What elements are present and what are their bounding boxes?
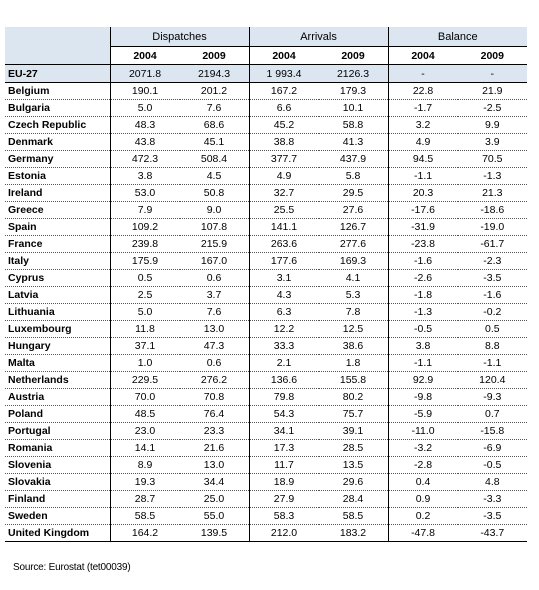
table-row: [5, 100, 527, 117]
table-cell: 8.8: [458, 338, 528, 355]
table-cell: 27.6: [319, 202, 389, 219]
row-label: Italy: [5, 253, 110, 270]
table-row: [5, 525, 527, 542]
table-cell: -6.9: [458, 440, 528, 457]
table-cell: 5.3: [319, 287, 389, 304]
table-cell: 0.6: [180, 270, 250, 287]
table-cell: 75.7: [319, 406, 389, 423]
row-label: Belgium: [5, 83, 110, 100]
table-cell: -1.1: [458, 355, 528, 372]
year-header: 2004: [388, 47, 458, 65]
group-header-dispatches: Dispatches: [110, 27, 249, 47]
source-note: Source: Eurostat (tet00039): [13, 562, 131, 573]
table-cell: 1.8: [319, 355, 389, 372]
year-header: 2009: [458, 47, 528, 65]
row-label: Greece: [5, 202, 110, 219]
table-cell: 14.1: [110, 440, 180, 457]
table-cell: 107.8: [180, 219, 250, 236]
table-cell: 8.9: [110, 457, 180, 474]
table-cell: 38.6: [319, 338, 389, 355]
table-cell: 4.5: [180, 168, 250, 185]
table-cell: 58.5: [110, 508, 180, 525]
table-cell: 55.0: [180, 508, 250, 525]
table-cell: 0.5: [110, 270, 180, 287]
table-cell: -3.5: [458, 270, 528, 287]
row-label: Romania: [5, 440, 110, 457]
table-cell: 28.5: [319, 440, 389, 457]
table-cell: 94.5: [388, 151, 458, 168]
row-label: Latvia: [5, 287, 110, 304]
table-body: [5, 65, 527, 542]
table-cell: -: [388, 65, 458, 83]
year-header-row: [5, 47, 527, 65]
table-cell: 45.1: [180, 134, 250, 151]
table-row: [5, 440, 527, 457]
table-cell: 3.8: [110, 168, 180, 185]
row-label: EU-27: [5, 65, 110, 83]
year-header: 2009: [319, 47, 389, 65]
row-label: Portugal: [5, 423, 110, 440]
table-cell: 5.0: [110, 100, 180, 117]
table-cell: 4.9: [388, 134, 458, 151]
table-cell: 141.1: [249, 219, 319, 236]
table-cell: 139.5: [180, 525, 250, 542]
table-cell: 38.8: [249, 134, 319, 151]
table-cell: -1.8: [388, 287, 458, 304]
row-label: Ireland: [5, 185, 110, 202]
row-label: United Kingdom: [5, 525, 110, 542]
table-row: [5, 151, 527, 168]
table-cell: 175.9: [110, 253, 180, 270]
table-cell: -1.1: [388, 168, 458, 185]
table-cell: 508.4: [180, 151, 250, 168]
row-label: Austria: [5, 389, 110, 406]
table-cell: -2.6: [388, 270, 458, 287]
table-cell: 0.7: [458, 406, 528, 423]
table-cell: -0.5: [458, 457, 528, 474]
table-cell: 13.0: [180, 321, 250, 338]
table-cell: 76.4: [180, 406, 250, 423]
table-cell: 80.2: [319, 389, 389, 406]
table-cell: -1.6: [458, 287, 528, 304]
table-cell: -9.8: [388, 389, 458, 406]
group-header-row: [5, 27, 527, 47]
table-cell: 20.3: [388, 185, 458, 202]
table-cell: -0.2: [458, 304, 528, 321]
table-cell: 1 993.4: [249, 65, 319, 83]
table-cell: 79.8: [249, 389, 319, 406]
table-cell: -47.8: [388, 525, 458, 542]
row-label: Germany: [5, 151, 110, 168]
table-cell: 0.5: [458, 321, 528, 338]
row-label: Bulgaria: [5, 100, 110, 117]
group-header-balance: Balance: [388, 27, 527, 47]
table-cell: 179.3: [319, 83, 389, 100]
table-cell: -18.6: [458, 202, 528, 219]
table-row: [5, 253, 527, 270]
table-cell: 0.2: [388, 508, 458, 525]
table-cell: 229.5: [110, 372, 180, 389]
table-cell: 53.0: [110, 185, 180, 202]
table-cell: 25.5: [249, 202, 319, 219]
table-cell: 9.0: [180, 202, 250, 219]
table-cell: 17.3: [249, 440, 319, 457]
table-cell: -15.8: [458, 423, 528, 440]
corner-cell: [5, 47, 110, 65]
table-cell: 2.5: [110, 287, 180, 304]
table-row: [5, 202, 527, 219]
table-row: [5, 321, 527, 338]
table-cell: 21.9: [458, 83, 528, 100]
table-cell: 2126.3: [319, 65, 389, 83]
row-label: Finland: [5, 491, 110, 508]
trade-table: [5, 27, 527, 542]
table-cell: 3.7: [180, 287, 250, 304]
table-cell: 7.6: [180, 100, 250, 117]
table-cell: -1.3: [458, 168, 528, 185]
row-label: Luxembourg: [5, 321, 110, 338]
table-cell: 4.9: [249, 168, 319, 185]
table-cell: 25.0: [180, 491, 250, 508]
row-label: Slovenia: [5, 457, 110, 474]
table-row: [5, 219, 527, 236]
table-cell: -1.1: [388, 355, 458, 372]
table-cell: 29.5: [319, 185, 389, 202]
table-cell: 377.7: [249, 151, 319, 168]
table-row: [5, 117, 527, 134]
table-cell: 239.8: [110, 236, 180, 253]
row-label: Netherlands: [5, 372, 110, 389]
table-cell: 0.9: [388, 491, 458, 508]
table-cell: 37.1: [110, 338, 180, 355]
table-row: [5, 457, 527, 474]
row-label: Slovakia: [5, 474, 110, 491]
table-cell: -3.2: [388, 440, 458, 457]
table-cell: 48.3: [110, 117, 180, 134]
table-cell: 28.4: [319, 491, 389, 508]
table-cell: 201.2: [180, 83, 250, 100]
table-cell: 19.3: [110, 474, 180, 491]
table-row: [5, 474, 527, 491]
table-cell: 50.8: [180, 185, 250, 202]
table-row: [5, 491, 527, 508]
table-cell: 3.9: [458, 134, 528, 151]
table-cell: 155.8: [319, 372, 389, 389]
table-cell: -2.8: [388, 457, 458, 474]
row-label: France: [5, 236, 110, 253]
table-cell: 190.1: [110, 83, 180, 100]
table-cell: 276.2: [180, 372, 250, 389]
table-cell: -2.3: [458, 253, 528, 270]
table-cell: -0.5: [388, 321, 458, 338]
table-cell: -1.3: [388, 304, 458, 321]
table-cell: 4.1: [319, 270, 389, 287]
table-cell: 43.8: [110, 134, 180, 151]
table-cell: 215.9: [180, 236, 250, 253]
table-row: [5, 372, 527, 389]
table-row: [5, 185, 527, 202]
table-cell: 6.3: [249, 304, 319, 321]
row-label: Denmark: [5, 134, 110, 151]
row-label: Lithuania: [5, 304, 110, 321]
table-cell: 3.1: [249, 270, 319, 287]
row-label: Estonia: [5, 168, 110, 185]
table-cell: 58.5: [319, 508, 389, 525]
table-cell: 18.9: [249, 474, 319, 491]
table-cell: 10.1: [319, 100, 389, 117]
table-cell: 126.7: [319, 219, 389, 236]
table-cell: 167.0: [180, 253, 250, 270]
table-cell: 7.9: [110, 202, 180, 219]
table-cell: -5.9: [388, 406, 458, 423]
table-cell: -61.7: [458, 236, 528, 253]
table-cell: -1.7: [388, 100, 458, 117]
table-cell: 120.4: [458, 372, 528, 389]
table-cell: 4.8: [458, 474, 528, 491]
year-header: 2009: [180, 47, 250, 65]
row-label: Spain: [5, 219, 110, 236]
table-row: [5, 236, 527, 253]
table-cell: 68.6: [180, 117, 250, 134]
table-row: [5, 168, 527, 185]
table-cell: 9.9: [458, 117, 528, 134]
table-row: [5, 338, 527, 355]
table-cell: 12.2: [249, 321, 319, 338]
table-cell: 5.0: [110, 304, 180, 321]
table-row: [5, 134, 527, 151]
table-cell: 12.5: [319, 321, 389, 338]
table-cell: 70.8: [180, 389, 250, 406]
table-cell: 27.9: [249, 491, 319, 508]
year-header: 2004: [249, 47, 319, 65]
table-cell: 183.2: [319, 525, 389, 542]
table-cell: 177.6: [249, 253, 319, 270]
table-cell: 34.1: [249, 423, 319, 440]
table-row: [5, 406, 527, 423]
table-cell: 70.0: [110, 389, 180, 406]
table-cell: -: [458, 65, 528, 83]
table-row: [5, 287, 527, 304]
table-cell: 13.0: [180, 457, 250, 474]
table-row: [5, 83, 527, 100]
table-header: [5, 27, 527, 65]
table-cell: 212.0: [249, 525, 319, 542]
table-cell: 21.6: [180, 440, 250, 457]
table-cell: -31.9: [388, 219, 458, 236]
table-cell: 2194.3: [180, 65, 250, 83]
table-cell: -2.5: [458, 100, 528, 117]
table-row: [5, 423, 527, 440]
table-row: [5, 355, 527, 372]
table-cell: 277.6: [319, 236, 389, 253]
table-cell: 45.2: [249, 117, 319, 134]
table-cell: 47.3: [180, 338, 250, 355]
table-cell: -19.0: [458, 219, 528, 236]
table-cell: 472.3: [110, 151, 180, 168]
table-cell: 70.5: [458, 151, 528, 168]
table-cell: 11.8: [110, 321, 180, 338]
table-cell: 1.0: [110, 355, 180, 372]
table-cell: -9.3: [458, 389, 528, 406]
row-label: Sweden: [5, 508, 110, 525]
row-label: Cyprus: [5, 270, 110, 287]
table-cell: -17.6: [388, 202, 458, 219]
table-cell: 136.6: [249, 372, 319, 389]
table-cell: 437.9: [319, 151, 389, 168]
table-cell: -23.8: [388, 236, 458, 253]
eu-total-row: [5, 65, 527, 83]
table-cell: 13.5: [319, 457, 389, 474]
table-cell: 0.4: [388, 474, 458, 491]
table-cell: 48.5: [110, 406, 180, 423]
table-cell: 7.8: [319, 304, 389, 321]
row-label: Poland: [5, 406, 110, 423]
table-cell: 39.1: [319, 423, 389, 440]
group-header-arrivals: Arrivals: [249, 27, 388, 47]
table-cell: -3.5: [458, 508, 528, 525]
table-cell: 21.3: [458, 185, 528, 202]
table-cell: 22.8: [388, 83, 458, 100]
table-cell: 263.6: [249, 236, 319, 253]
table-cell: 2.1: [249, 355, 319, 372]
table-cell: 58.3: [249, 508, 319, 525]
row-label: Hungary: [5, 338, 110, 355]
table-cell: -1.6: [388, 253, 458, 270]
table-row: [5, 304, 527, 321]
table-cell: 11.7: [249, 457, 319, 474]
year-header: 2004: [110, 47, 180, 65]
table-cell: 7.6: [180, 304, 250, 321]
row-label: Malta: [5, 355, 110, 372]
table-cell: 41.3: [319, 134, 389, 151]
row-label: Czech Republic: [5, 117, 110, 134]
table-cell: -3.3: [458, 491, 528, 508]
table-cell: 23.0: [110, 423, 180, 440]
table-cell: 4.3: [249, 287, 319, 304]
table-cell: 29.6: [319, 474, 389, 491]
table-cell: 23.3: [180, 423, 250, 440]
table-cell: -11.0: [388, 423, 458, 440]
table-cell: 2071.8: [110, 65, 180, 83]
table-cell: 28.7: [110, 491, 180, 508]
table-cell: 34.4: [180, 474, 250, 491]
table-row: [5, 270, 527, 287]
table-cell: 3.2: [388, 117, 458, 134]
table-cell: 109.2: [110, 219, 180, 236]
table-cell: 167.2: [249, 83, 319, 100]
table-cell: 164.2: [110, 525, 180, 542]
table-cell: -43.7: [458, 525, 528, 542]
table-row: [5, 508, 527, 525]
table-cell: 32.7: [249, 185, 319, 202]
table-cell: 169.3: [319, 253, 389, 270]
table-cell: 5.8: [319, 168, 389, 185]
table-cell: 6.6: [249, 100, 319, 117]
table-cell: 33.3: [249, 338, 319, 355]
table-cell: 58.8: [319, 117, 389, 134]
table-row: [5, 389, 527, 406]
corner-cell: [5, 27, 110, 47]
table-cell: 92.9: [388, 372, 458, 389]
table-cell: 0.6: [180, 355, 250, 372]
table-cell: 3.8: [388, 338, 458, 355]
table-cell: 54.3: [249, 406, 319, 423]
